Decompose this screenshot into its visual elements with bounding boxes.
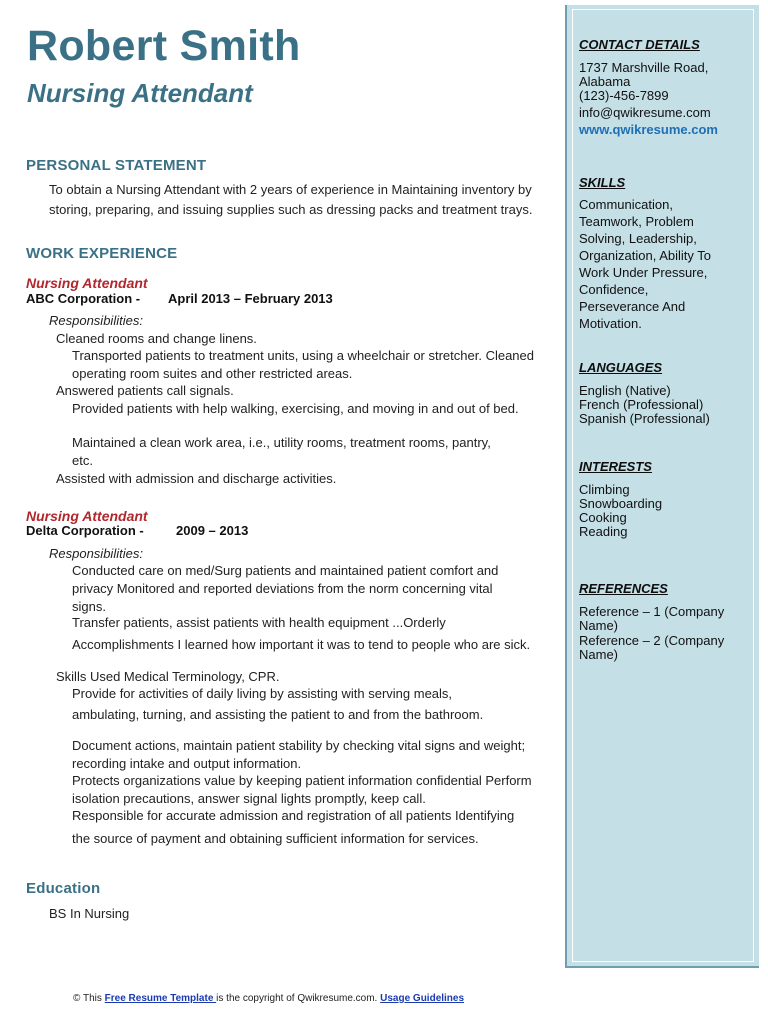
interest-item: Cooking	[579, 510, 627, 525]
interest-item: Climbing	[579, 482, 630, 497]
skills-heading: SKILLS	[579, 175, 626, 190]
list-item: Provided patients with help walking, exercising, and moving in and out of bed.	[72, 401, 519, 416]
work-experience-heading: WORK EXPERIENCE	[26, 245, 178, 262]
contact-website-link[interactable]: www.qwikresume.com	[579, 122, 718, 137]
list-item: Accomplishments I learned how important it was to tend to people who are sick.	[72, 637, 531, 652]
languages-heading: LANGUAGES	[579, 360, 663, 375]
responsibilities-label: Responsibilities:	[49, 313, 143, 328]
contact-phone: (123)-456-7899	[579, 88, 669, 103]
footer-middle: is the copyright of Qwikresume.com.	[216, 993, 381, 1004]
list-item: Transfer patients, assist patients with health equipment ...Orderly	[72, 615, 446, 630]
list-item: ambulating, turning, and assisting the patient to and from the bathroom.	[72, 707, 484, 722]
reference-item: Reference – 2 (Company Name)	[579, 633, 725, 662]
language-item: French (Professional)	[579, 397, 704, 412]
job-company: Delta Corporation -	[26, 523, 144, 538]
skills-text: Communication, Teamwork, Problem Solving, Leadership, Organization, Ability To Work Under Pressure, Confidence, Perseverance And Motivation.	[579, 197, 711, 331]
job-dates: April 2013 – February 2013	[168, 291, 333, 306]
contact-email[interactable]: info@qwikresume.com	[579, 105, 711, 120]
contact-heading: CONTACT DETAILS	[579, 37, 700, 52]
free-resume-template-link[interactable]: Free Resume Template	[104, 993, 217, 1004]
list-item: Answered patients call signals.	[56, 383, 234, 398]
list-item: Provide for activities of daily living by assisting with serving meals,	[72, 686, 453, 701]
list-item: Maintained a clean work area, i.e., utility rooms, treatment rooms, pantry, etc.	[72, 435, 491, 468]
language-item: English (Native)	[579, 383, 671, 398]
candidate-title: Nursing Attendant	[27, 78, 253, 108]
list-item: Responsible for accurate admission and registration of all patients Identifying	[72, 808, 515, 823]
list-item: the source of payment and obtaining sufficient information for services.	[72, 831, 479, 846]
job-title: Nursing Attendant	[26, 275, 148, 291]
list-item: Conducted care on med/Surg patients and maintained patient comfort and privacy Monitored and reported deviations from the norm concerning vital signs.	[72, 563, 499, 614]
contact-address: 1737 Marshville Road, Alabama	[579, 60, 709, 89]
personal-statement-text: To obtain a Nursing Attendant with 2 years of experience in Maintaining inventory by storing, preparing, and issuing supplies such as dressing packs and treatment trays.	[49, 182, 533, 217]
list-item: Transported patients to treatment units, using a wheelchair or stretcher. Cleaned operating room suites and other restricted areas.	[72, 348, 534, 381]
interests-heading: INTERESTS	[579, 459, 652, 474]
education-heading: Education	[26, 880, 101, 897]
list-item: Cleaned rooms and change linens.	[56, 331, 257, 346]
job-dates: 2009 – 2013	[176, 523, 249, 538]
list-item: Protects organizations value by keeping patient information confidential Perform isolation precautions, answer signal lights promptly, keep call.	[72, 773, 532, 806]
list-item: Assisted with admission and discharge activities.	[56, 471, 337, 486]
education-degree: BS In Nursing	[49, 906, 130, 921]
list-item: Document actions, maintain patient stability by checking vital signs and weight; recording intake and output information.	[72, 738, 526, 771]
interest-item: Snowboarding	[579, 496, 663, 511]
reference-item: Reference – 1 (Company Name)	[579, 604, 725, 633]
interest-item: Reading	[579, 524, 628, 539]
job-company: ABC Corporation -	[26, 291, 141, 306]
copyright-footer	[73, 993, 464, 1004]
language-item: Spanish (Professional)	[579, 411, 710, 426]
usage-guidelines-link[interactable]: Usage Guidelines	[380, 993, 465, 1004]
job-title: Nursing Attendant	[26, 508, 148, 524]
personal-statement-heading: PERSONAL STATEMENT	[26, 157, 207, 174]
footer-prefix: © This	[73, 993, 105, 1004]
list-item: Skills Used Medical Terminology, CPR.	[56, 669, 280, 684]
references-heading: REFERENCES	[579, 581, 668, 596]
candidate-name: Robert Smith	[27, 22, 301, 70]
responsibilities-label: Responsibilities:	[49, 546, 143, 561]
